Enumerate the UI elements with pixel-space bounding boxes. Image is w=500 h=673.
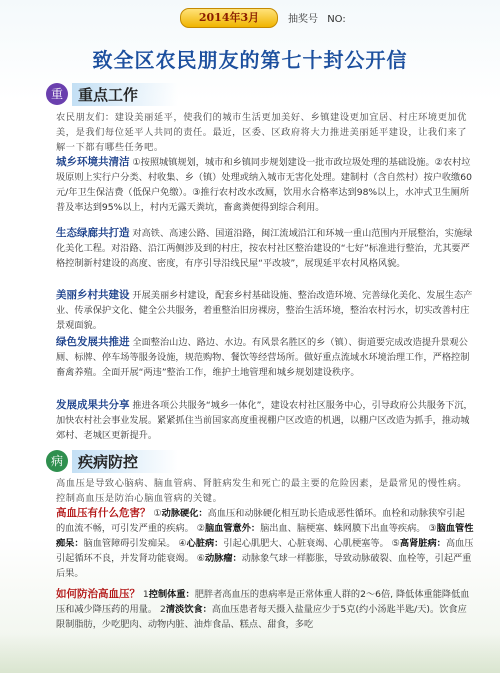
item-keyword: 绿色发展共推进 <box>56 336 130 348</box>
section-title: 重点工作 <box>72 83 178 106</box>
item-urban-rural-cleaning <box>56 155 474 215</box>
item-keyword: 生态绿廊共打造 <box>56 227 130 239</box>
item-text: 对高铁、高速公路、国道沿路，闽江流域沿江和环城一重山范围内开展整治，实施绿化美化工程。对沿路、沿江两侧涉及到的村庄，按农村社区整治建设的“七好”标准进行整治，尤其要严格控制新村建设的高度、密度，有序引导沿线民屋“平改坡”，展现延平农村风格风貌。 <box>56 228 473 269</box>
sub-title: 控制体重： <box>148 589 195 600</box>
marker: ② <box>196 523 205 534</box>
footer-landscape <box>0 633 500 673</box>
page-title: 致全区农民朋友的第七十封公开信 <box>92 48 408 72</box>
question-keyword: 如何防治高血压？ <box>56 588 140 600</box>
section-heading-key-work <box>46 82 178 106</box>
hypertension-harm <box>56 506 474 581</box>
sub-text: 肥胖者高血压的患病率是正常体重人群的2～6倍, 降低体重能降低血压和减少降压药的用量。 <box>56 589 470 615</box>
badge-icon: 重 <box>46 83 68 105</box>
marker: 2 <box>159 604 166 615</box>
item-ecological-corridor <box>56 226 474 271</box>
item-text: ①按照城镇规划，城市和乡镇同步规划建设一批市政垃圾处理的基础设施。②农村垃圾原则上实行户分类、村收集、乡（镇）处理或纳入城市无害化处理。建制村（含自然村）按户收缴60元/年卫生保洁费（低保户免缴）。③推行农村改水改厕，饮用水合格率达到98%以上，水冲式卫生厕所普及率达到95%以上，村内无露天粪坑，畜禽粪便得到综合利用。 <box>56 157 472 213</box>
marker: 1 <box>142 589 149 600</box>
sub-text: 脑血管障碍引发痴呆。 <box>83 538 176 549</box>
item-text: 全面整治山边、路边、水边。有风景名胜区的乡（镇）、街道要完成改造提升景观公厕、标牌、停车场等服务设施，规范购物、餐饮等经营场所。做好重点流域水环境治理工作，严格控制畜禽养殖。全面开展“两违”整治工作，维护土地管理和城乡规划建设秩序。 <box>56 337 470 378</box>
item-keyword: 发展成果共分享 <box>56 399 130 411</box>
marker: ③ <box>428 523 437 534</box>
sub-title: 动脉硬化： <box>161 508 208 519</box>
item-text: 开展美丽乡村建设，配套乡村基础设施、整治改造环境、完善绿化美化、发展生态产业、传承保护文化、健全公共服务，着重整治旧房裸房，整治生活环境，整治农村污水，切实改善村庄景观面貌。 <box>56 290 473 331</box>
marker: ⑥ <box>196 553 205 564</box>
sub-text: 高血压和动脉硬化相互助长造成恶性循环。血栓和动脉狭窄引起的血流不畅，可引发严重的疾病。 <box>56 508 465 534</box>
sub-title: 心脏病： <box>186 538 224 549</box>
sub-text: 脑出血、脑梗塞、蛛网膜下出血等疾病。 <box>260 523 426 534</box>
sub-title: 动脉瘤： <box>204 553 242 564</box>
sub-title: 高肾脏病： <box>399 538 446 549</box>
hypertension-prevention <box>56 587 474 632</box>
date-badge: 2014年3月 <box>180 8 278 28</box>
section2-intro: 高血压是导致心脑病、脑血管病、肾脏病发生和死亡的最主要的危险因素，是最常见的慢性病。控制高血压是防治心脑血管病的关键。 <box>56 478 468 504</box>
medical-icon: 病 <box>46 450 68 472</box>
marker: ④ <box>178 538 187 549</box>
section-title: 疾病防控 <box>72 450 178 473</box>
section-heading-disease-control <box>46 449 178 473</box>
question-keyword: 高血压有什么危害？ <box>56 507 151 519</box>
marker: ⑤ <box>391 538 400 549</box>
sub-text: 引起心肌肥大、心脏衰竭、心肌梗塞等。 <box>223 538 389 549</box>
item-shared-results <box>56 398 474 443</box>
item-green-development <box>56 335 474 380</box>
item-keyword: 城乡环境共清洁 <box>56 156 130 168</box>
item-keyword: 美丽乡村共建设 <box>56 289 130 301</box>
prize-label: 抽奖号 <box>288 14 318 25</box>
sub-title: 脑血管意外： <box>204 523 261 534</box>
sub-title: 清淡饮食： <box>165 604 212 615</box>
sub-text: 高血压患者每天摄入盐量应少于5克(约小汤匙半匙/天)。饮食应限制脂肪，少吃肥肉、动物内脏、油炸食品、糕点、甜食，多吃 <box>56 604 467 630</box>
item-beautiful-village <box>56 288 474 333</box>
sub-text: 高血压引起循环不良，并发肾功能衰竭。 <box>56 538 474 564</box>
marker: ① <box>153 508 162 519</box>
item-text: 推进各项公共服务“城乡一体化”，建设农村社区服务中心，引导政府公共服务下沉，加快农村社会事业发展。紧紧抓住当前国家高度重视棚户区改造的机遇，以棚户区改造为抓手，推动城郊村、老城区更新提升。 <box>56 400 473 441</box>
sub-title: 脑血管性痴呆： <box>56 523 474 549</box>
prize-number <box>288 10 346 25</box>
sub-text: 动脉象气球一样膨胀，导致动脉破裂、血栓等，引起严重后果。 <box>56 553 472 579</box>
section1-intro: 农民朋友们：建设美丽延平，使我们的城市生活更加美好、乡镇建设更加宜居、村庄环境更加优美，是我们每位延平人共同的责任。最近，区委、区政府将大力推进美丽延平建设，让我们来了解一下都有哪些任务吧。 <box>56 112 468 153</box>
no-label: NO: <box>327 14 346 25</box>
